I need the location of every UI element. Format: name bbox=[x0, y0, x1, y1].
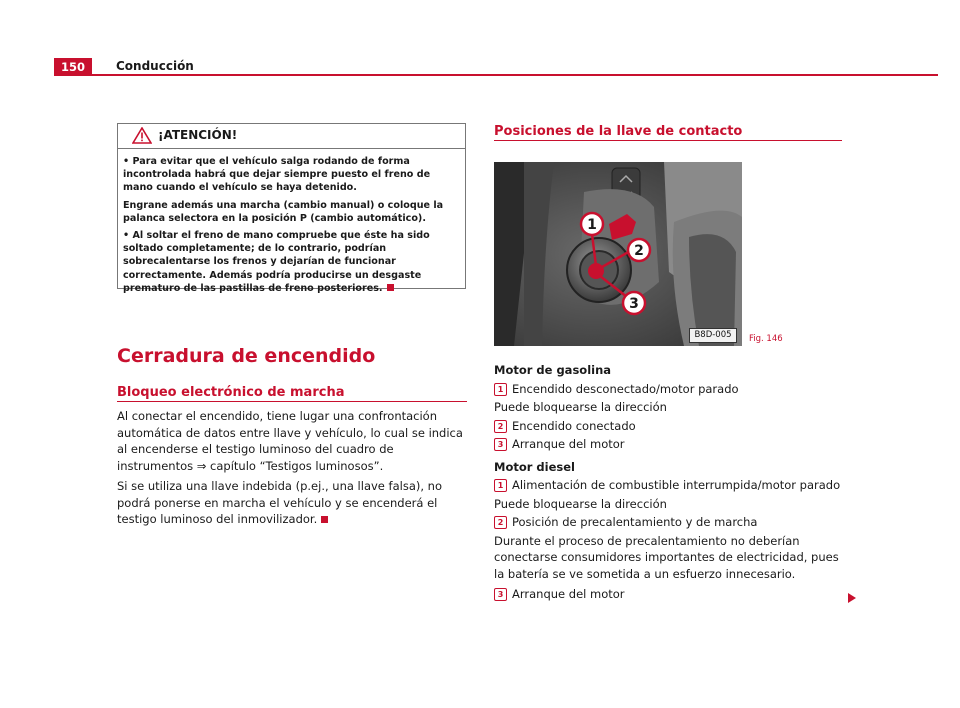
page-number: 150 bbox=[54, 58, 92, 76]
position-number: 3 bbox=[494, 588, 507, 601]
list-note: Puede bloquearse la dirección bbox=[494, 400, 667, 414]
list-item bbox=[494, 514, 844, 531]
list-item-text: Encendido desconectado/motor parado bbox=[512, 381, 739, 396]
warning-paragraph: • Para evitar que el vehículo salga rodando de forma incontrolada habrá que dejar siempre puesto el freno de mano cuando el vehículo se haya detenido. bbox=[123, 156, 431, 194]
ignition-photo bbox=[494, 162, 742, 346]
continue-arrow-icon bbox=[848, 593, 856, 603]
list-item bbox=[494, 381, 844, 398]
list-item-text: Alimentación de combustible interrumpida/motor parado bbox=[512, 478, 841, 492]
warning-icon bbox=[132, 127, 152, 144]
list-item bbox=[494, 586, 844, 603]
ignition-illustration bbox=[494, 162, 742, 346]
position-number: 2 bbox=[494, 516, 507, 529]
list-item bbox=[494, 418, 844, 435]
position-number: 2 bbox=[494, 420, 507, 433]
list-item bbox=[494, 436, 844, 453]
callout-2: 2 bbox=[634, 243, 644, 259]
warning-box bbox=[117, 123, 466, 294]
callout-3: 3 bbox=[629, 296, 639, 312]
list-item bbox=[494, 477, 844, 494]
position-number: 1 bbox=[494, 479, 507, 492]
section-title: Cerradura de encendido bbox=[117, 345, 376, 367]
body-paragraph bbox=[117, 478, 467, 528]
warning-paragraph: Engrane además una marcha (cambio manual) o coloque la palanca selectora en la posición P (cambio automático). bbox=[123, 199, 444, 224]
end-mark-icon bbox=[321, 516, 328, 523]
list-item-text: Encendido conectado bbox=[512, 418, 636, 433]
section-body bbox=[117, 408, 467, 532]
list-note: Puede bloquearse la dirección bbox=[494, 496, 667, 511]
warning-body bbox=[118, 149, 465, 295]
list-item-text: Posición de precalentamiento y de marcha bbox=[512, 515, 758, 529]
figure-code: B8D-005 bbox=[689, 328, 737, 343]
warning-paragraph bbox=[123, 229, 457, 295]
warning-paragraph-text: • Al soltar el freno de mano compruebe que éste ha sido soltado completamente; de lo contrario, podrían sobrecalentarse los frenos y dejarían de funcionar correctamente. Además podría producirse un desgaste prematuro de las pastillas de freno posteriores. bbox=[123, 230, 430, 294]
chapter-title: Conducción bbox=[116, 59, 194, 73]
list-item-text: Arranque del motor bbox=[512, 437, 625, 451]
figure-title-rule bbox=[494, 140, 842, 141]
subsection-title: Bloqueo electrónico de marcha bbox=[117, 385, 345, 400]
list-item-text: Arranque del motor bbox=[512, 587, 625, 601]
positions-list bbox=[494, 362, 844, 605]
body-paragraph: Al conectar el encendido, tiene lugar una confrontación automática de datos entre llave y vehículo, lo cual se indica al encenderse el testigo luminoso del cuadro de instrumentos ⇒ capítulo “Testigos luminosos”. bbox=[117, 409, 463, 473]
subsection-rule bbox=[117, 401, 467, 402]
figure-title: Posiciones de la llave de contacto bbox=[494, 124, 743, 139]
list-note: Durante el proceso de precalentamiento no deberían conectarse consumidores importantes de electricidad, pues la batería se ve sometida a un esfuerzo innecesario. bbox=[494, 533, 839, 581]
position-number: 1 bbox=[494, 383, 507, 396]
warning-header bbox=[118, 124, 465, 149]
callout-1: 1 bbox=[587, 217, 597, 233]
diesel-heading: Motor diesel bbox=[494, 459, 575, 474]
end-mark-icon bbox=[387, 284, 394, 291]
figure-label: Fig. 146 bbox=[749, 334, 783, 344]
position-number: 3 bbox=[494, 438, 507, 451]
header-rule bbox=[54, 74, 938, 76]
warning-title: ¡ATENCIÓN! bbox=[158, 128, 238, 142]
body-paragraph-text: Si se utiliza una llave indebida (p.ej., una llave falsa), no podrá ponerse en marcha el vehículo y se encenderá el testigo luminoso del inmovilizador. bbox=[117, 479, 442, 526]
gasoline-heading: Motor de gasolina bbox=[494, 363, 612, 377]
